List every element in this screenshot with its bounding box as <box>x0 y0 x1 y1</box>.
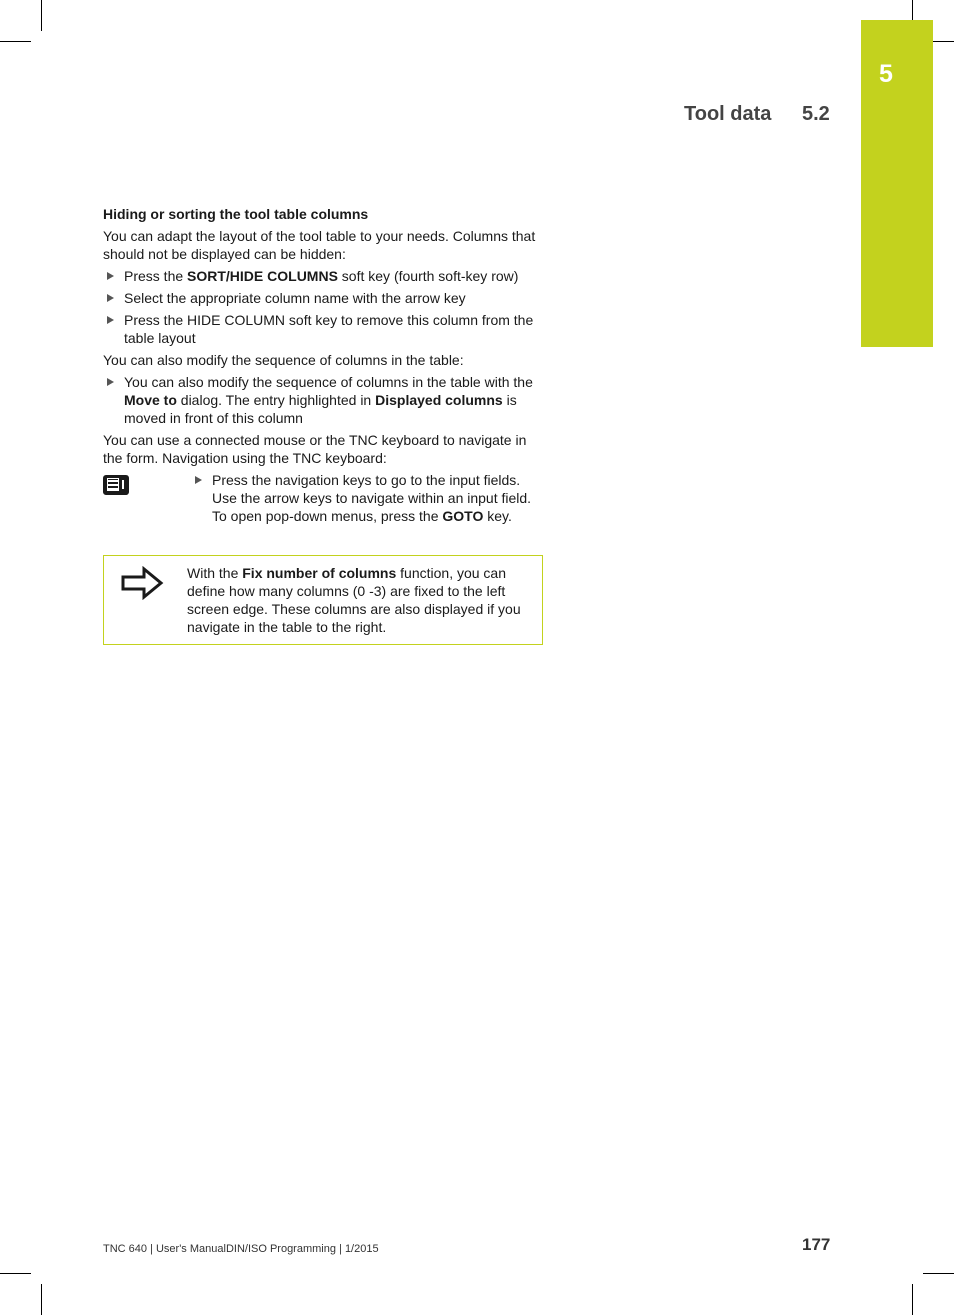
note-text: With the Fix number of columns function, you can define how many columns (0 -3) are fixed to the left screen edge. These columns are also displayed if you navigate in the table to the right. <box>187 565 521 635</box>
note-box <box>103 555 543 645</box>
crop-mark <box>41 1284 42 1315</box>
running-header-title: Tool data <box>684 103 772 125</box>
sequence-paragraph: You can also modify the sequence of columns in the table: <box>103 352 464 368</box>
mouse-paragraph: You can use a connected mouse or the TNC keyboard to navigate in the form. Navigation using the TNC keyboard: <box>103 432 527 466</box>
running-header-section: 5.2 <box>802 103 830 125</box>
bullet-arrow-icon <box>107 294 114 302</box>
key-name: GOTO <box>442 508 484 524</box>
bullet-arrow-icon <box>107 378 114 386</box>
softkey-name: SORT/HIDE COLUMNS <box>187 268 338 284</box>
function-name: Fix number of columns <box>242 565 397 581</box>
intro-paragraph: You can adapt the layout of the tool table to your needs. Columns that should not be displayed can be hidden: <box>103 228 536 262</box>
list-item: Select the appropriate column name with the arrow key <box>103 289 545 307</box>
keyboard-steps-list <box>191 471 545 529</box>
list-item: Press the navigation keys to go to the input fields. Use the arrow keys to navigate within an input field. To open pop-down menus, press the GOTO key. <box>191 471 545 525</box>
crop-mark <box>923 1273 954 1274</box>
crop-mark <box>0 1273 31 1274</box>
steps-list-hide <box>103 267 545 347</box>
section-heading: Hiding or sorting the tool table columns <box>103 206 369 222</box>
list-item: Press the SORT/HIDE COLUMNS soft key (fourth soft-key row) <box>103 267 545 285</box>
bullet-arrow-icon <box>107 272 114 280</box>
steps-list-sequence <box>103 373 545 427</box>
crop-mark <box>912 1284 913 1315</box>
list-item: Press the HIDE COLUMN soft key to remove this column from the table layout <box>103 311 545 347</box>
crop-mark <box>41 0 42 31</box>
list-item: You can also modify the sequence of columns in the table with the Move to dialog. The entry highlighted in Displayed columns is moved in front of this column <box>103 373 545 427</box>
crop-mark <box>0 41 31 42</box>
column-group-name: Displayed columns <box>375 392 503 408</box>
bullet-arrow-icon <box>195 476 202 484</box>
footer-text: TNC 640 | User's ManualDIN/ISO Programming | 1/2015 <box>103 1243 379 1255</box>
chapter-number: 5 <box>879 60 893 88</box>
keyboard-key-icon <box>103 475 129 495</box>
main-content <box>103 205 545 561</box>
page-number: 177 <box>802 1235 831 1254</box>
keyboard-step-row <box>103 471 545 549</box>
bullet-arrow-icon <box>107 316 114 324</box>
crop-mark <box>912 0 913 20</box>
arrow-right-icon <box>120 566 164 605</box>
dialog-name: Move to <box>124 392 177 408</box>
